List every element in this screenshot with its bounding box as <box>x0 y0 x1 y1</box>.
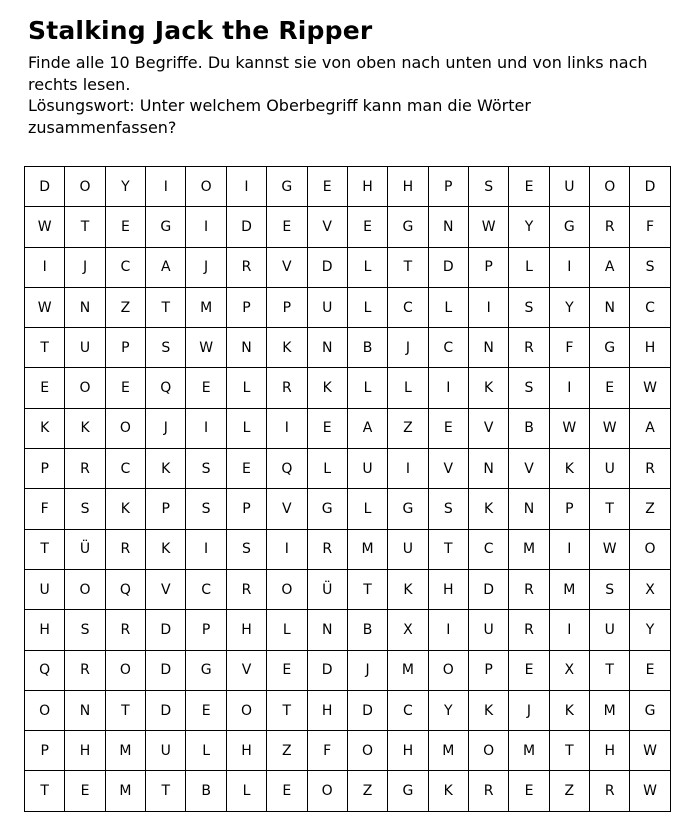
grid-cell[interactable]: W <box>25 207 65 247</box>
grid-cell[interactable]: M <box>549 569 589 609</box>
grid-cell[interactable]: H <box>307 690 347 730</box>
grid-row <box>25 287 671 327</box>
grid-cell[interactable]: L <box>226 368 266 408</box>
grid-cell[interactable]: I <box>267 408 307 448</box>
grid-cell[interactable]: M <box>105 731 145 771</box>
grid-cell[interactable]: Q <box>105 569 145 609</box>
grid-cell[interactable]: X <box>549 650 589 690</box>
grid-cell[interactable]: E <box>226 449 266 489</box>
grid-cell[interactable]: L <box>428 287 468 327</box>
grid-cell[interactable]: D <box>146 690 186 730</box>
grid-cell[interactable]: G <box>388 489 428 529</box>
grid-cell[interactable]: E <box>509 650 549 690</box>
grid-cell[interactable]: M <box>509 529 549 569</box>
grid-cell[interactable]: H <box>630 328 670 368</box>
grid-cell[interactable]: O <box>428 650 468 690</box>
grid-cell[interactable]: I <box>25 247 65 287</box>
grid-cell[interactable]: V <box>428 449 468 489</box>
grid-cell[interactable]: E <box>65 771 105 811</box>
grid-cell[interactable]: K <box>549 690 589 730</box>
grid-cell[interactable]: P <box>186 610 226 650</box>
grid-cell[interactable]: Z <box>388 408 428 448</box>
grid-cell[interactable]: T <box>25 328 65 368</box>
grid-cell[interactable]: H <box>25 610 65 650</box>
instructions-block <box>28 52 668 138</box>
grid-cell[interactable]: Q <box>25 650 65 690</box>
grid-cell[interactable]: W <box>549 408 589 448</box>
grid-cell[interactable]: L <box>347 287 387 327</box>
grid-row <box>25 328 671 368</box>
grid-cell[interactable]: D <box>25 167 65 207</box>
grid-cell[interactable]: E <box>509 167 549 207</box>
grid-cell[interactable]: T <box>65 207 105 247</box>
grid-cell[interactable]: O <box>65 569 105 609</box>
grid-cell[interactable]: P <box>25 449 65 489</box>
grid-cell[interactable]: K <box>468 690 508 730</box>
grid-cell[interactable]: R <box>105 529 145 569</box>
grid-cell[interactable]: G <box>186 650 226 690</box>
grid-cell[interactable]: V <box>509 449 549 489</box>
word-search-grid <box>24 166 671 812</box>
grid-cell[interactable]: T <box>428 529 468 569</box>
grid-cell[interactable]: F <box>307 731 347 771</box>
grid-cell[interactable]: W <box>630 731 670 771</box>
grid-cell[interactable]: S <box>468 167 508 207</box>
grid-cell[interactable]: T <box>105 690 145 730</box>
grid-cell[interactable]: O <box>307 771 347 811</box>
grid-cell[interactable]: Z <box>347 771 387 811</box>
grid-cell[interactable]: S <box>186 449 226 489</box>
grid-row <box>25 408 671 448</box>
grid-cell[interactable]: I <box>186 207 226 247</box>
grid-cell[interactable]: U <box>590 449 630 489</box>
grid-cell[interactable]: R <box>468 771 508 811</box>
grid-cell[interactable]: I <box>549 368 589 408</box>
grid-cell[interactable]: U <box>347 449 387 489</box>
grid-cell[interactable]: K <box>267 328 307 368</box>
grid-cell[interactable]: K <box>307 368 347 408</box>
grid-cell[interactable]: C <box>186 569 226 609</box>
grid-row <box>25 207 671 247</box>
grid-cell[interactable]: I <box>428 368 468 408</box>
grid-cell[interactable]: U <box>25 569 65 609</box>
grid-cell[interactable]: N <box>307 610 347 650</box>
grid-cell[interactable]: O <box>267 569 307 609</box>
grid-cell[interactable]: E <box>25 368 65 408</box>
grid-cell[interactable]: R <box>590 207 630 247</box>
grid-cell[interactable]: S <box>590 569 630 609</box>
grid-cell[interactable]: H <box>388 731 428 771</box>
grid-cell[interactable]: T <box>25 529 65 569</box>
grid-cell[interactable]: H <box>226 610 266 650</box>
grid-cell[interactable]: J <box>65 247 105 287</box>
grid-cell[interactable]: E <box>307 408 347 448</box>
grid-cell[interactable]: A <box>630 408 670 448</box>
grid-cell[interactable]: W <box>590 408 630 448</box>
grid-cell[interactable]: K <box>146 529 186 569</box>
grid-cell[interactable]: O <box>105 408 145 448</box>
grid-cell[interactable]: Ü <box>307 569 347 609</box>
grid-cell[interactable]: L <box>267 610 307 650</box>
grid-cell[interactable]: C <box>388 690 428 730</box>
grid-cell[interactable]: J <box>347 650 387 690</box>
grid-cell[interactable]: H <box>226 731 266 771</box>
grid-cell[interactable]: T <box>590 650 630 690</box>
grid-cell[interactable]: R <box>509 569 549 609</box>
grid-cell[interactable]: L <box>347 247 387 287</box>
grid-cell[interactable]: E <box>428 408 468 448</box>
grid-cell[interactable]: Y <box>509 207 549 247</box>
grid-cell[interactable]: O <box>347 731 387 771</box>
grid-cell[interactable]: G <box>590 328 630 368</box>
grid-cell[interactable]: L <box>347 368 387 408</box>
grid-cell[interactable]: Z <box>105 287 145 327</box>
grid-cell[interactable]: L <box>509 247 549 287</box>
grid-cell[interactable]: M <box>105 771 145 811</box>
grid-cell[interactable]: M <box>590 690 630 730</box>
grid-cell[interactable]: P <box>468 247 508 287</box>
grid-cell[interactable]: I <box>428 610 468 650</box>
grid-cell[interactable]: R <box>267 368 307 408</box>
grid-cell[interactable]: W <box>590 529 630 569</box>
grid-cell[interactable]: D <box>307 650 347 690</box>
grid-cell[interactable]: G <box>146 207 186 247</box>
grid-cell[interactable]: K <box>388 569 428 609</box>
grid-cell[interactable]: P <box>468 650 508 690</box>
grid-cell[interactable]: R <box>590 771 630 811</box>
grid-cell[interactable]: Q <box>146 368 186 408</box>
grid-cell[interactable]: B <box>509 408 549 448</box>
grid-cell[interactable]: T <box>347 569 387 609</box>
grid-cell[interactable]: E <box>590 368 630 408</box>
grid-cell[interactable]: S <box>65 610 105 650</box>
grid-cell[interactable]: I <box>226 167 266 207</box>
grid-cell[interactable]: C <box>468 529 508 569</box>
grid-cell[interactable]: H <box>590 731 630 771</box>
grid-cell[interactable]: O <box>105 650 145 690</box>
grid-cell[interactable]: W <box>186 328 226 368</box>
grid-cell[interactable]: Y <box>549 287 589 327</box>
grid-cell[interactable]: K <box>428 771 468 811</box>
grid-cell[interactable]: V <box>226 650 266 690</box>
grid-row <box>25 167 671 207</box>
grid-cell[interactable]: T <box>388 247 428 287</box>
grid-cell[interactable]: O <box>65 167 105 207</box>
grid-row <box>25 247 671 287</box>
grid-cell[interactable]: L <box>186 731 226 771</box>
grid-cell[interactable]: Z <box>549 771 589 811</box>
grid-cell[interactable]: N <box>307 328 347 368</box>
worksheet-title: Stalking Jack the Ripper <box>28 16 373 45</box>
grid-cell[interactable]: K <box>468 489 508 529</box>
grid-cell[interactable]: H <box>428 569 468 609</box>
grid-cell[interactable]: I <box>146 167 186 207</box>
grid-cell[interactable]: N <box>590 287 630 327</box>
grid-cell[interactable]: N <box>468 328 508 368</box>
grid-cell[interactable]: Y <box>428 690 468 730</box>
grid-cell[interactable]: B <box>347 610 387 650</box>
instructions-text: Finde alle 10 Begriffe. Du kannst sie von oben nach unten und von links nach rechts lesen. <box>28 53 648 94</box>
grid-cell[interactable]: R <box>509 328 549 368</box>
grid-cell[interactable]: D <box>428 247 468 287</box>
grid-cell[interactable]: P <box>549 489 589 529</box>
grid-cell[interactable]: G <box>307 489 347 529</box>
grid-cell[interactable]: I <box>549 529 589 569</box>
grid-cell[interactable]: K <box>105 489 145 529</box>
grid-cell[interactable]: U <box>388 529 428 569</box>
grid-cell[interactable]: S <box>630 247 670 287</box>
grid-cell[interactable]: U <box>307 287 347 327</box>
grid-cell[interactable]: I <box>267 529 307 569</box>
grid-cell[interactable]: H <box>388 167 428 207</box>
grid-cell[interactable]: P <box>25 731 65 771</box>
grid-row <box>25 449 671 489</box>
grid-cell[interactable]: L <box>226 408 266 448</box>
grid-cell[interactable]: R <box>65 449 105 489</box>
grid-cell[interactable]: J <box>186 247 226 287</box>
grid-cell[interactable]: V <box>267 247 307 287</box>
grid-cell[interactable]: L <box>388 368 428 408</box>
grid-cell[interactable]: G <box>388 207 428 247</box>
grid-cell[interactable]: R <box>226 569 266 609</box>
grid-cell[interactable]: D <box>146 650 186 690</box>
grid-cell[interactable]: O <box>25 690 65 730</box>
grid-row <box>25 569 671 609</box>
grid-cell[interactable]: P <box>146 489 186 529</box>
grid-cell[interactable]: E <box>186 368 226 408</box>
grid-cell[interactable]: F <box>549 328 589 368</box>
grid-cell[interactable]: C <box>105 449 145 489</box>
grid-cell[interactable]: Z <box>267 731 307 771</box>
solution-question: Lösungswort: Unter welchem Oberbegriff kann man die Wörter zusammenfassen? <box>28 96 531 137</box>
grid-cell[interactable]: E <box>630 650 670 690</box>
grid-cell[interactable]: R <box>226 247 266 287</box>
grid-cell[interactable]: I <box>186 529 226 569</box>
grid-cell[interactable]: A <box>146 247 186 287</box>
grid-cell[interactable]: V <box>468 408 508 448</box>
grid-cell[interactable]: W <box>630 771 670 811</box>
grid-cell[interactable]: T <box>267 690 307 730</box>
grid-cell[interactable]: T <box>146 771 186 811</box>
grid-cell[interactable]: C <box>630 287 670 327</box>
grid-cell[interactable]: L <box>226 771 266 811</box>
grid-row <box>25 489 671 529</box>
grid-cell[interactable]: N <box>226 328 266 368</box>
grid-cell[interactable]: I <box>549 247 589 287</box>
grid-cell[interactable]: E <box>347 207 387 247</box>
grid-cell[interactable]: C <box>105 247 145 287</box>
grid-cell[interactable]: I <box>468 287 508 327</box>
grid-cell[interactable]: E <box>186 690 226 730</box>
grid-cell[interactable]: T <box>25 771 65 811</box>
grid-cell[interactable]: K <box>146 449 186 489</box>
grid-cell[interactable]: E <box>267 650 307 690</box>
grid-cell[interactable]: O <box>468 731 508 771</box>
grid-cell[interactable]: D <box>226 207 266 247</box>
grid-cell[interactable]: R <box>105 610 145 650</box>
grid-cell[interactable]: V <box>307 207 347 247</box>
grid-cell[interactable]: Ü <box>65 529 105 569</box>
grid-cell[interactable]: W <box>468 207 508 247</box>
grid-cell[interactable]: Q <box>267 449 307 489</box>
grid-cell[interactable]: M <box>428 731 468 771</box>
grid-cell[interactable]: Y <box>105 167 145 207</box>
grid-cell[interactable]: M <box>347 529 387 569</box>
grid-row <box>25 368 671 408</box>
grid-cell[interactable]: N <box>65 287 105 327</box>
grid-cell[interactable]: X <box>388 610 428 650</box>
grid-cell[interactable]: K <box>25 408 65 448</box>
grid-cell[interactable]: I <box>388 449 428 489</box>
grid-cell[interactable]: J <box>146 408 186 448</box>
grid-row <box>25 529 671 569</box>
grid-cell[interactable]: W <box>630 368 670 408</box>
grid-cell[interactable]: M <box>388 650 428 690</box>
grid-cell[interactable]: G <box>549 207 589 247</box>
grid-cell[interactable]: U <box>65 328 105 368</box>
grid-row <box>25 771 671 811</box>
grid-cell[interactable]: C <box>388 287 428 327</box>
grid-cell[interactable]: K <box>549 449 589 489</box>
grid-cell[interactable]: G <box>388 771 428 811</box>
grid-row <box>25 690 671 730</box>
grid-cell[interactable]: G <box>267 167 307 207</box>
grid-cell[interactable]: W <box>25 287 65 327</box>
grid-cell[interactable]: E <box>267 771 307 811</box>
grid-cell[interactable]: K <box>65 408 105 448</box>
grid-cell[interactable]: P <box>105 328 145 368</box>
grid-cell[interactable]: E <box>509 771 549 811</box>
grid-cell[interactable]: T <box>146 287 186 327</box>
grid-cell[interactable]: E <box>105 207 145 247</box>
grid-cell[interactable]: L <box>307 449 347 489</box>
grid-cell[interactable]: P <box>428 167 468 207</box>
grid-cell[interactable]: U <box>590 610 630 650</box>
grid-cell[interactable]: G <box>630 690 670 730</box>
grid-cell[interactable]: F <box>25 489 65 529</box>
grid-cell[interactable]: D <box>307 247 347 287</box>
grid-cell[interactable]: I <box>549 610 589 650</box>
grid-cell[interactable]: X <box>630 569 670 609</box>
grid-cell[interactable]: T <box>590 489 630 529</box>
grid-cell[interactable]: H <box>65 731 105 771</box>
grid-cell[interactable]: R <box>307 529 347 569</box>
grid-cell[interactable]: O <box>630 529 670 569</box>
grid-cell[interactable]: J <box>388 328 428 368</box>
grid-cell[interactable]: Z <box>630 489 670 529</box>
grid-cell[interactable]: H <box>347 167 387 207</box>
grid-cell[interactable]: U <box>146 731 186 771</box>
grid-cell[interactable]: F <box>630 207 670 247</box>
grid-cell[interactable]: S <box>509 287 549 327</box>
grid-cell[interactable]: N <box>509 489 549 529</box>
grid-cell[interactable]: U <box>468 610 508 650</box>
grid-cell[interactable]: S <box>146 328 186 368</box>
grid-row <box>25 731 671 771</box>
grid-cell[interactable]: E <box>105 368 145 408</box>
grid-cell[interactable]: M <box>186 287 226 327</box>
grid-cell[interactable]: C <box>428 328 468 368</box>
grid-cell[interactable]: A <box>347 408 387 448</box>
grid-cell[interactable]: N <box>65 690 105 730</box>
grid-cell[interactable]: L <box>347 489 387 529</box>
grid-cell[interactable]: D <box>347 690 387 730</box>
grid-cell[interactable]: T <box>549 731 589 771</box>
grid-cell[interactable]: O <box>186 167 226 207</box>
grid-cell[interactable]: Y <box>630 610 670 650</box>
grid-cell[interactable]: P <box>226 287 266 327</box>
grid-cell[interactable]: S <box>509 368 549 408</box>
grid-cell[interactable]: N <box>428 207 468 247</box>
grid-cell[interactable]: V <box>267 489 307 529</box>
grid-cell[interactable]: S <box>186 489 226 529</box>
grid-cell[interactable]: O <box>65 368 105 408</box>
grid-cell[interactable]: P <box>226 489 266 529</box>
grid-row <box>25 650 671 690</box>
grid-cell[interactable]: J <box>509 690 549 730</box>
grid-cell[interactable]: R <box>65 650 105 690</box>
grid-cell[interactable]: S <box>428 489 468 529</box>
grid-cell[interactable]: S <box>65 489 105 529</box>
grid-cell[interactable]: R <box>509 610 549 650</box>
grid-cell[interactable]: M <box>509 731 549 771</box>
grid-cell[interactable]: V <box>146 569 186 609</box>
grid-cell[interactable]: N <box>468 449 508 489</box>
grid-cell[interactable]: O <box>590 167 630 207</box>
grid-cell[interactable]: P <box>267 287 307 327</box>
grid-cell[interactable]: B <box>186 771 226 811</box>
grid-cell[interactable]: R <box>630 449 670 489</box>
grid-cell[interactable]: O <box>226 690 266 730</box>
grid-cell[interactable]: I <box>186 408 226 448</box>
grid-cell[interactable]: E <box>307 167 347 207</box>
grid-cell[interactable]: E <box>267 207 307 247</box>
grid-row <box>25 610 671 650</box>
grid-cell[interactable]: D <box>630 167 670 207</box>
grid-cell[interactable]: A <box>590 247 630 287</box>
grid-cell[interactable]: B <box>347 328 387 368</box>
grid-cell[interactable]: D <box>146 610 186 650</box>
grid-cell[interactable]: D <box>468 569 508 609</box>
grid-cell[interactable]: U <box>549 167 589 207</box>
grid-cell[interactable]: S <box>226 529 266 569</box>
grid-cell[interactable]: K <box>468 368 508 408</box>
